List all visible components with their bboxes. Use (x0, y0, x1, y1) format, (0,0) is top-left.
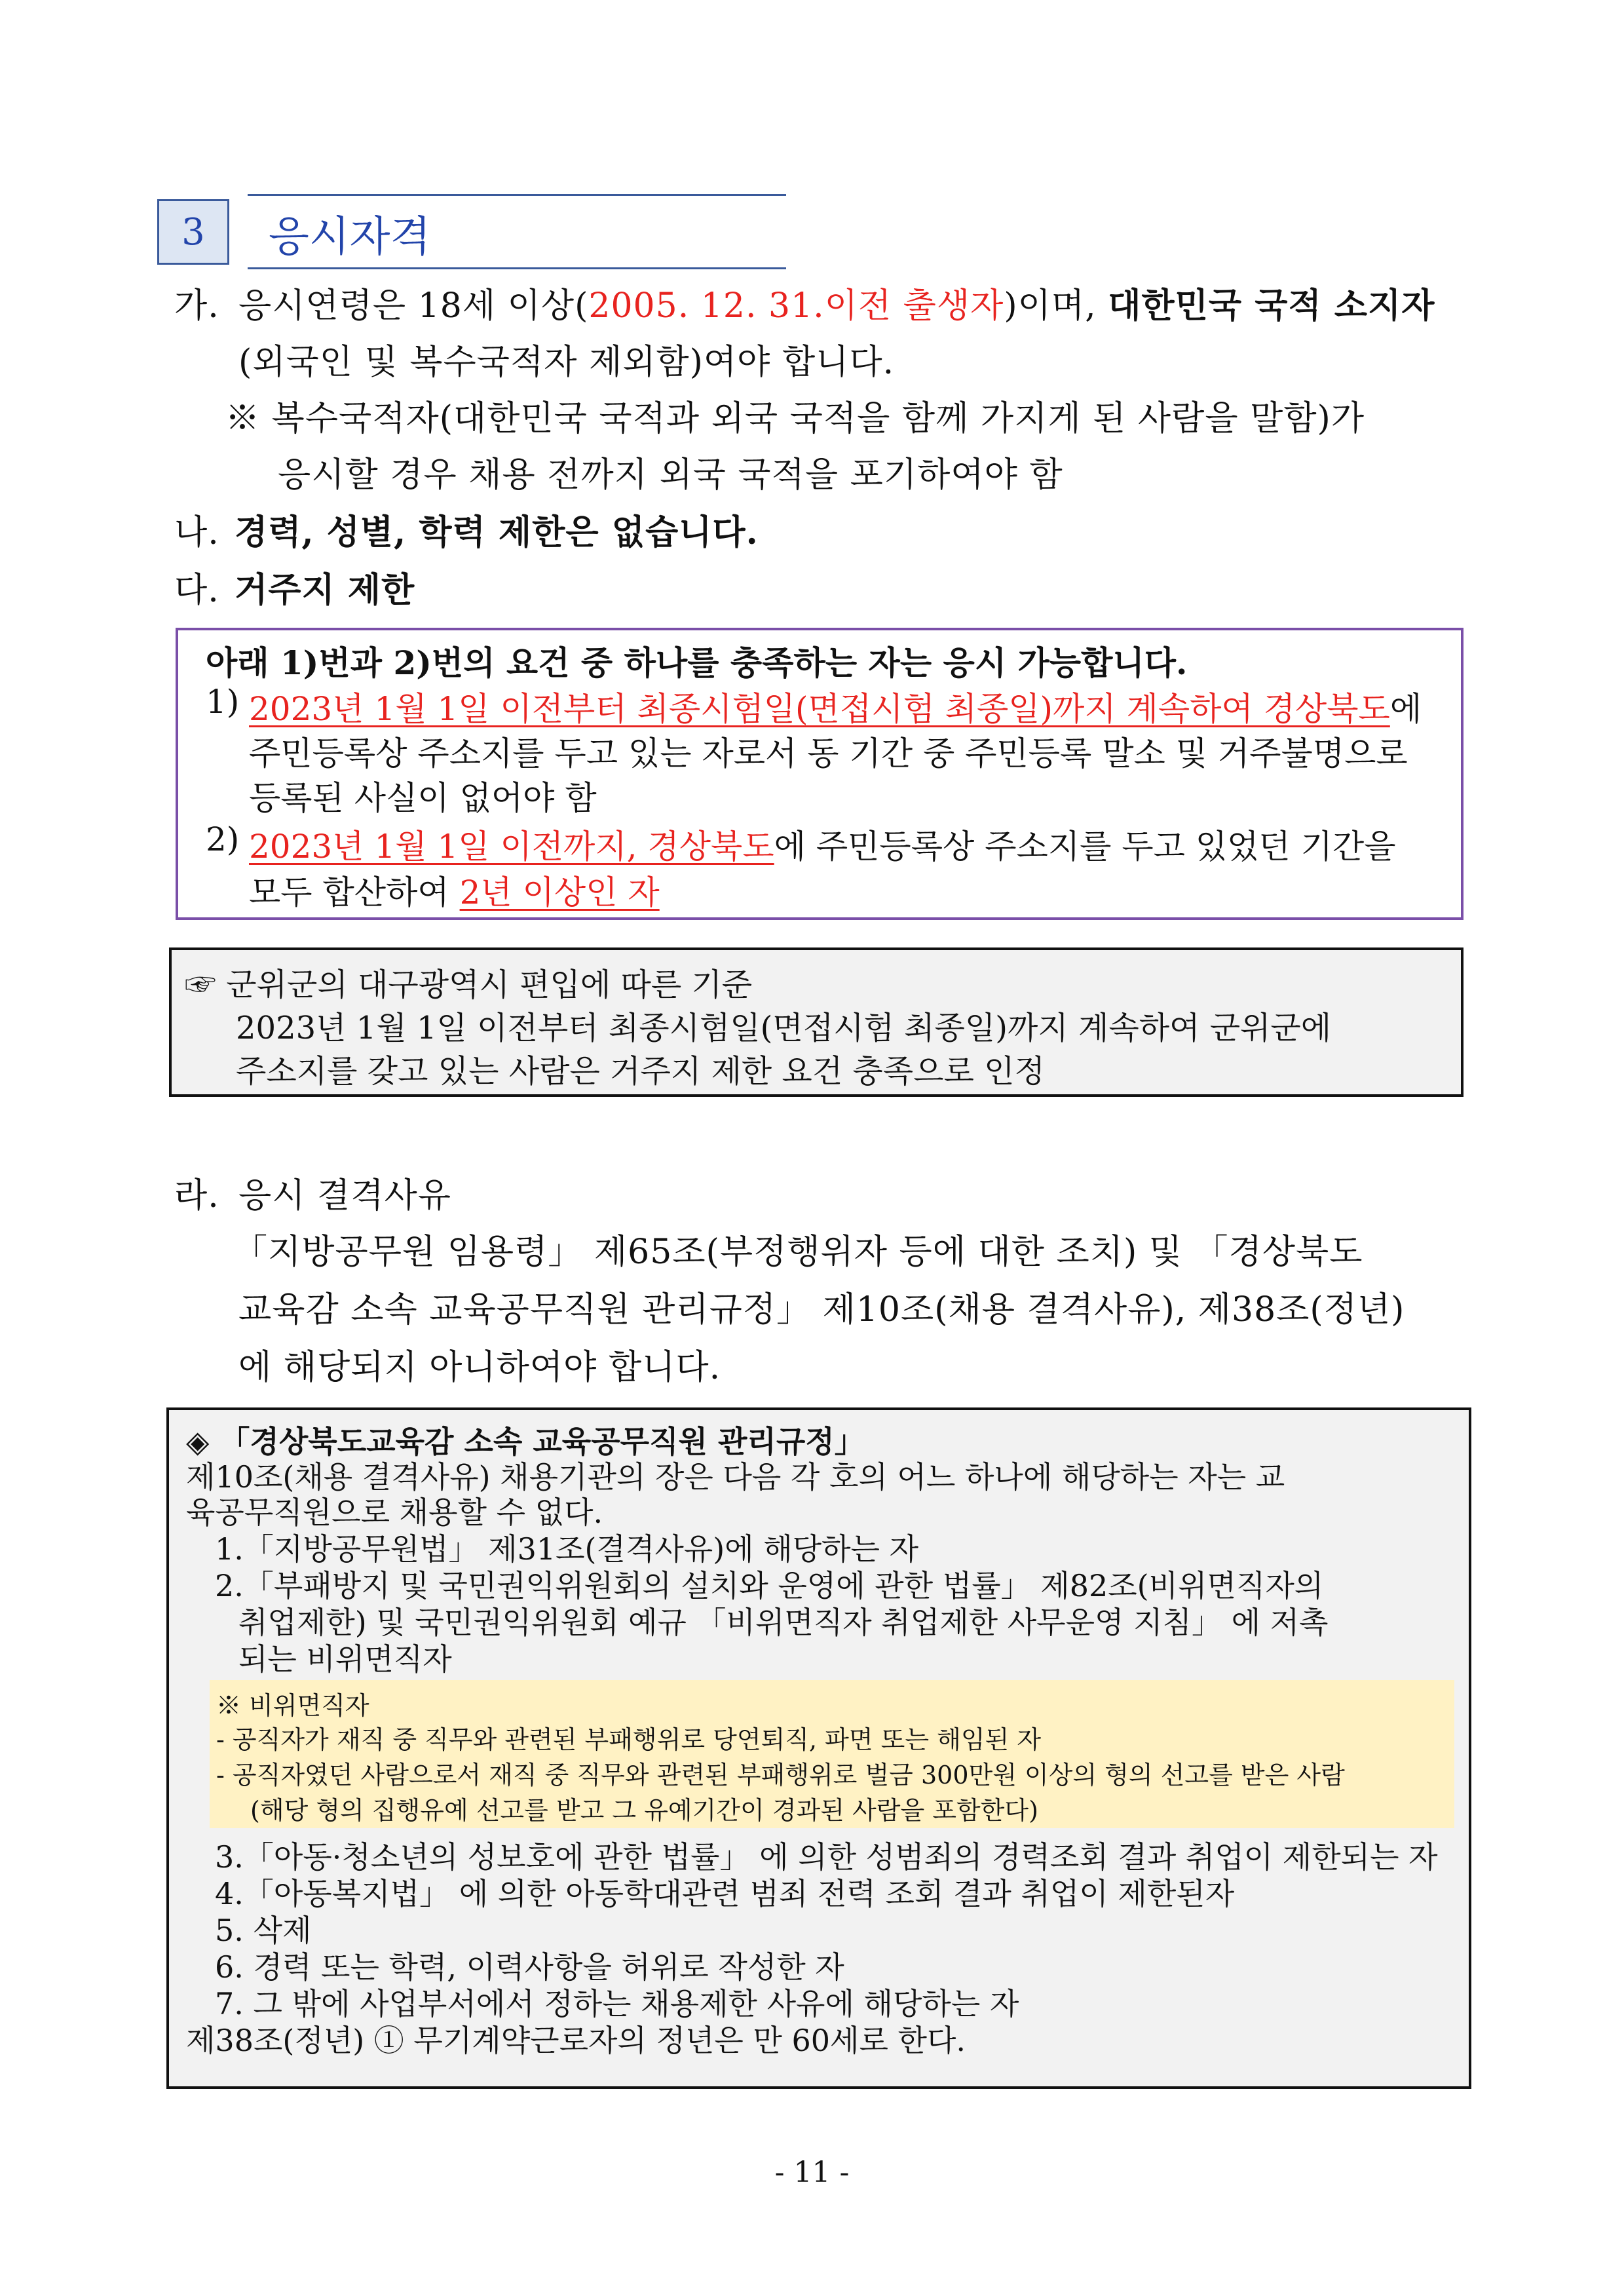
residence-item-1-line-3: 등록된 사실이 없어야 함 (249, 779, 597, 817)
regulation-item-2-line-3: 되는 비위면직자 (238, 1641, 452, 1677)
regulation-item-2-line-2: 취업제한) 및 국민권익위원회 예규 「비위면직자 취업제한 사무운영 지침」 에 저촉 (238, 1605, 1329, 1640)
item-ra-line-1: 「지방공무원 임용령」 제65조(부정행위자 등에 대한 조치) 및 「경상북도 (233, 1233, 1363, 1272)
regulation-item-6: 6. 경력 또는 학력, 이력사항을 허위로 작성한 자 (215, 1949, 844, 1985)
item-ga-marker: 가. (174, 286, 219, 326)
regulation-item-1: 1.「지방공무원법」 제31조(결격사유)에 해당하는 자 (215, 1531, 919, 1567)
ga-connector: )이며, (1004, 286, 1108, 326)
article-10-line-2: 육공무직원으로 채용할 수 없다. (186, 1495, 603, 1530)
residence-item-1-tail: 에 (1389, 690, 1422, 728)
gunwi-title: ☞ 군위군의 대구광역시 편입에 따른 기준 (185, 966, 753, 1003)
residence-item-2-line-2 (249, 866, 660, 913)
article-10-line-1: 제10조(채용 결격사유) 채용기관의 장은 다음 각 호의 어느 하나에 해당하는 자는 교 (186, 1459, 1285, 1495)
age-requirement: 응시연령은 18세 이상( (238, 286, 589, 326)
note-item-2: - 공직자였던 사람으로서 재직 중 직무와 관련된 부패행위로 벌금 300만원 이상의 형의 선고를 받은 사람 (216, 1761, 1345, 1789)
item-ra-marker: 라. (174, 1176, 219, 1215)
regulation-item-2-line-1: 2.「부패방지 및 국민권익위원회의 설치와 운영에 관한 법률」 제82조(비위면직자의 (215, 1568, 1324, 1603)
item-na-text: 경력, 성별, 학력 제한은 없습니다. (235, 512, 759, 552)
page-number: - 11 - (774, 2156, 850, 2189)
residence-item-1-number: 1) (206, 683, 240, 721)
gunwi-line-1: 2023년 1월 1일 이전부터 최종시험일(면접시험 최종일)까지 계속하여 군위군에 (236, 1010, 1332, 1046)
nationality-requirement: 대한민국 국적 소지자 (1108, 286, 1435, 326)
residence-item-2-prefix: 모두 합산하여 (249, 873, 460, 911)
dual-nationality-note-line-1: ※ 복수국적자(대한민국 국적과 외국 국적을 함께 가지게 된 사람을 말함)가 (225, 399, 1365, 438)
item-ra-line-2: 교육감 소속 교육공무직원 관리규정」 제10조(채용 결격사유), 제38조(정년) (238, 1290, 1405, 1330)
regulation-item-5: 5. 삭제 (215, 1913, 312, 1948)
birth-cutoff: 2005. 12. 31.이전 출생자 (588, 286, 1004, 326)
residence-item-2-highlight: 2023년 1월 1일 이전까지, 경상북도 (249, 828, 774, 866)
note-item-1: - 공직자가 재직 중 직무와 관련된 부패행위로 당연퇴직, 파면 또는 해임된 자 (216, 1725, 1042, 1754)
section-title: 응시자격 (269, 213, 431, 261)
item-ra-line-3: 에 해당되지 아니하여야 합니다. (238, 1348, 721, 1387)
regulation-item-4: 4.「아동복지법」 에 의한 아동학대관련 범죄 전력 조회 결과 취업이 제한된자 (215, 1876, 1235, 1911)
section-number: 3 (157, 199, 229, 265)
gunwi-line-2: 주소지를 갖고 있는 사람은 거주지 제한 요건 충족으로 인정 (236, 1053, 1045, 1090)
residence-item-2-tail: 에 주민등록상 주소지를 두고 있었던 기간을 (774, 828, 1396, 866)
item-da-text: 거주지 제한 (235, 570, 415, 610)
residence-intro: 아래 1)번과 2)번의 요건 중 하나를 충족하는 자는 응시 가능합니다. (206, 643, 1188, 682)
residence-item-1-line-1 (249, 683, 1422, 730)
item-na-marker: 나. (174, 513, 219, 552)
regulation-title: ◈ 「경상북도교육감 소속 교육공무직원 관리규정」 (186, 1424, 865, 1459)
gunwi-standard-box (169, 947, 1463, 1097)
item-ga-line-1 (238, 278, 1435, 327)
section-title-line-bottom (248, 267, 786, 269)
residence-requirement-box (176, 628, 1463, 920)
residence-item-2-duration: 2년 이상인 자 (459, 873, 660, 911)
article-38: 제38조(정년) ① 무기계약근로자의 정년은 만 60세로 한다. (186, 2023, 966, 2058)
regulation-item-7: 7. 그 밖에 사업부서에서 정하는 채용제한 사유에 해당하는 자 (215, 1986, 1019, 2021)
regulation-item-3: 3.「아동·청소년의 성보호에 관한 법률」 에 의한 성범죄의 경력조회 결과 취업이 제한되는 자 (215, 1839, 1438, 1875)
dismissed-official-note (210, 1680, 1454, 1828)
regulation-box (166, 1407, 1471, 2089)
item-ga-line-2: (외국인 및 복수국적자 제외함)여야 합니다. (238, 343, 895, 382)
residence-item-2-number: 2) (206, 820, 240, 858)
item-da-marker: 다. (174, 571, 219, 610)
dual-nationality-note-line-2: 응시할 경우 채용 전까지 외국 국적을 포기하여야 함 (278, 455, 1063, 495)
item-ra-text: 응시 결격사유 (238, 1176, 451, 1215)
residence-item-1-highlight: 2023년 1월 1일 이전부터 최종시험일(면접시험 최종일)까지 계속하여 경상북도 (249, 690, 1390, 728)
note-item-2-cont: (해당 형의 집행유예 선고를 받고 그 유예기간이 경과된 사람을 포함한다) (250, 1796, 1038, 1825)
residence-item-1-line-2: 주민등록상 주소지를 두고 있는 자로서 동 기간 중 주민등록 말소 및 거주불명으로 (249, 735, 1408, 773)
note-title: ※ 비위면직자 (216, 1691, 369, 1720)
residence-item-2-line-1 (249, 820, 1396, 868)
section-header (157, 194, 786, 270)
section-title-line-top (248, 194, 786, 196)
